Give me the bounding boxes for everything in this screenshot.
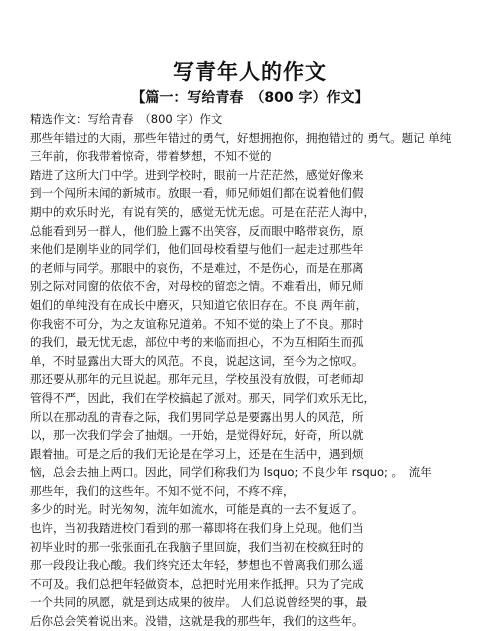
body-line: 单，不时显露出大哥大的风范。不良，说起这词，至今为之惊叹。 — [30, 353, 364, 368]
body-line: 总能看到另一群人，他们脸上露不出笑容，反而眼中略带哀伤，原 — [30, 223, 364, 238]
document-body — [30, 110, 500, 631]
body-line: 不可及。我们总把年轻做资本，总把时光用来作抵押。只为了完成 — [30, 576, 364, 591]
document-title: 写青年人的作文 — [173, 60, 327, 84]
body-line: 那一段段让我心酸。我们终究还太年轻，梦想也不曾离我们那么遥 — [30, 558, 364, 573]
body-line: 三年前，你我带着惊奇，带着梦想，不知不觉的 — [30, 149, 272, 164]
body-line: 恼，总会去抽上两口。因此，同学们称我们为 lsquo; 不良少年 rsquo; 。 流年 — [30, 465, 432, 480]
body-line: 的我们，最无忧无虑，部位中考的来临而担心，不为互相陌生而孤 — [30, 335, 364, 350]
body-line: 的老师与同学。那眼中的哀伤，不是难过，不是伤心，而是在那离 — [30, 260, 364, 275]
body-line: 所以在那动乱的青春之际，我们男同学总是要露出男人的风范，所 — [30, 409, 364, 424]
body-line: 也许，当初我踏进校门看到的那一幕即将在我们身上兑现。他们当 — [30, 521, 364, 536]
body-line: 到一个闯所未闻的新城市。放眼一看，师兄师姐们都在说着他们假 — [30, 186, 364, 201]
body-line: 姐们的单纯没有在成长中磨灭，只知道它依旧存在。不良 两年前， — [30, 297, 368, 312]
body-line: 那些年错过的大雨，那些年错过的勇气，好想拥抱你，拥抱错过的 勇气。题记 单纯 — [30, 130, 452, 145]
body-line: 那还要从那年的元旦说起。那年元旦，学校虽没有放假，可老师却 — [30, 372, 364, 387]
body-line: 后你总会笑着说出来。没错，这就是我的那些年，我们的这些年。 — [30, 614, 364, 629]
body-line: 多少的时光。时光匆匆，流年如流水，可能是真的一去不复返了。 — [30, 502, 364, 517]
document-subtitle: 【篇一：写给青春 （800 字）作文】 — [131, 90, 369, 106]
body-line: 初毕业时的那一张张面孔在我脑子里回旋，我们当初在校疯狂时的 — [30, 539, 364, 554]
body-line: 精选作文：写给青春 （800 字）作文 — [30, 112, 223, 126]
body-line: 别之际对同窗的依依不舍，对母校的留恋之情。不难看出，师兄师 — [30, 279, 364, 294]
body-line: 一个共同的夙愿，就是到达成果的彼岸。 人们总说曾经哭的事，最 — [30, 595, 368, 610]
body-line: 那些年，我们的这些年。不知不觉不问，不疼不痒， — [30, 483, 295, 498]
body-line: 你我密不可分，为之友谊称兄道弟。不知不觉的染上了不良。那时 — [30, 316, 364, 331]
body-line: 来他们是刚毕业的同学们，他们回母校看望与他们一起走过那些年 — [30, 242, 364, 257]
body-line: 期中的欢乐时光，有说有笑的，感觉无忧无虑。可是在茫茫人海中， — [30, 204, 375, 219]
body-line: 管得不严，因此，我们在学校搞起了派对。那天，同学们欢乐无比， — [30, 390, 375, 405]
body-line: 踏进了这所大门中学。进到学校时，眼前一片茫茫然，感觉好像来 — [30, 167, 364, 182]
body-line: 以，那一次我们学会了抽烟。一开始，是觉得好玩，好奇，所以就 — [30, 428, 364, 443]
body-line: 跟着抽。可是之后的我们无论是在学习上，还是在生活中，遇到烦 — [30, 446, 364, 461]
